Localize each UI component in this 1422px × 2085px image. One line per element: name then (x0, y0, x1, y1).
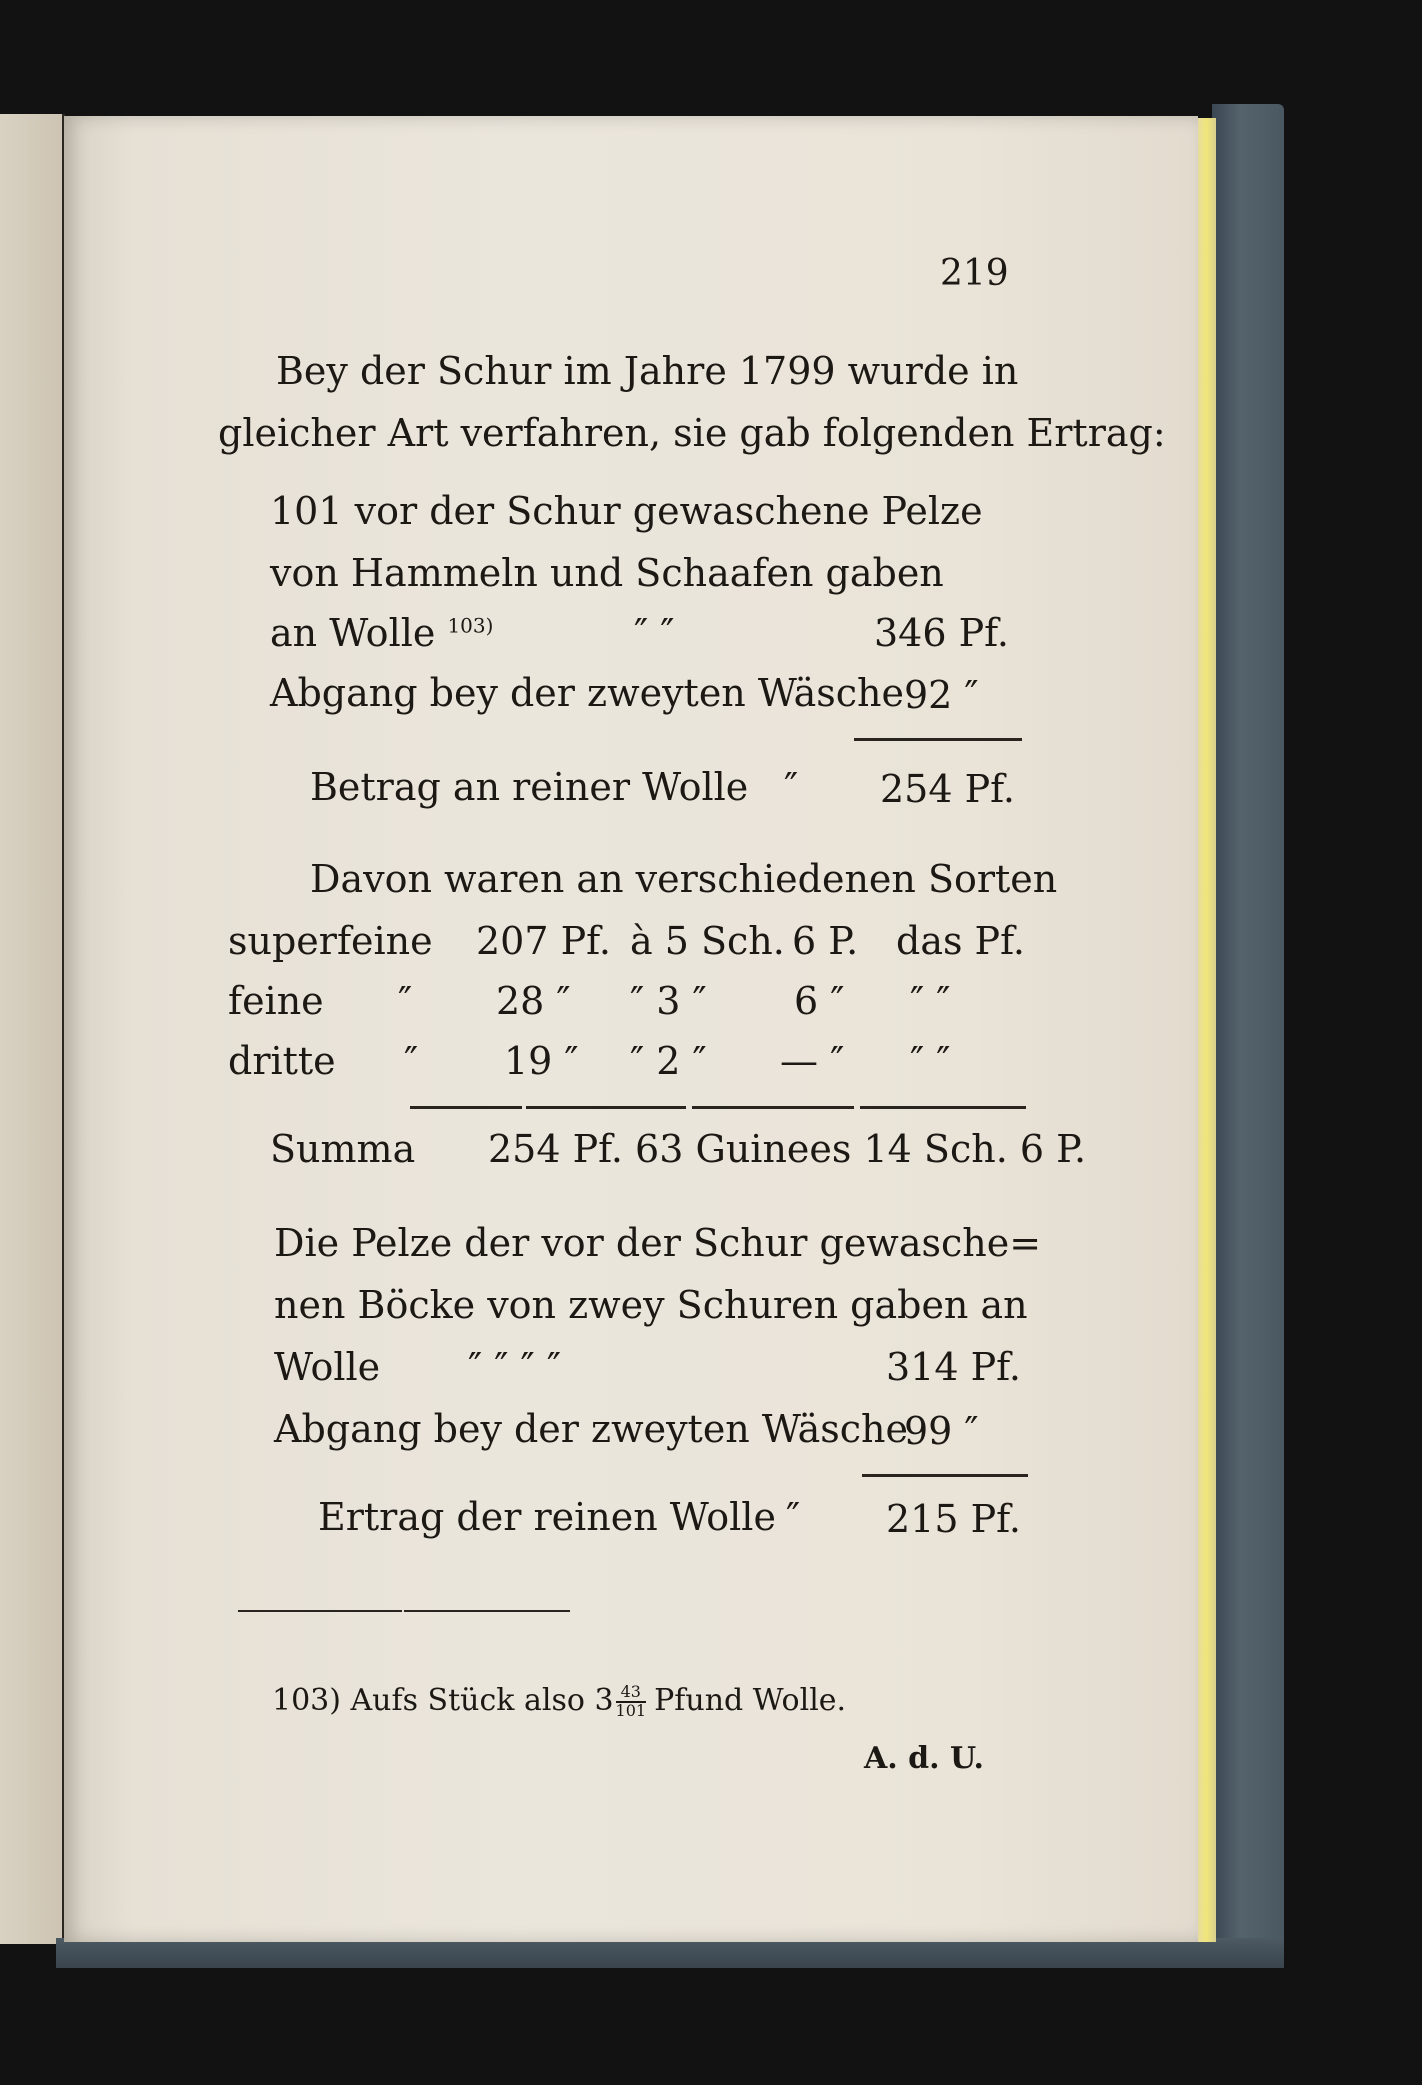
sec2-total-value: 215 Pf. (886, 1497, 1021, 1541)
sec1-total-ditto: ″ (784, 765, 799, 809)
page-gilt-edge (1196, 118, 1216, 1942)
sec2-line-4-value: 99 ″ (904, 1409, 979, 1453)
footnote-text-after: Pfund Wolle. (654, 1682, 847, 1718)
sec1-total-label: Betrag an reiner Wolle (310, 765, 749, 809)
summa-label: Summa (270, 1127, 416, 1171)
sort-row-3-c1: ″ (404, 1039, 419, 1083)
sec1-line-3-value: 346 Pf. (874, 611, 1009, 655)
footnote-rule-2 (404, 1610, 570, 1612)
sort-row-1-pence: 6 P. (792, 919, 859, 963)
sec1-total-value: 254 Pf. (880, 767, 1015, 811)
sec1-line-1: 101 vor der Schur gewaschene Pelze (270, 489, 983, 533)
book-cover-right (1212, 104, 1284, 1964)
sort-row-1-name: superfeine (228, 919, 433, 963)
footnote-fraction (616, 1684, 647, 1720)
sort-row-3-price: ″ 2 ″ (630, 1039, 707, 1083)
sec1-line-4: Abgang bey der zweyten Wäsche (270, 671, 905, 715)
sec1-line-3-text: an Wolle (270, 611, 436, 655)
sec2-line-4: Abgang bey der zweyten Wäsche (274, 1407, 909, 1451)
sorts-rule-1 (410, 1106, 522, 1109)
sort-row-3-name: dritte (228, 1039, 336, 1083)
sort-row-2-qty: 28 ″ (496, 979, 571, 1023)
previous-page-edge (0, 114, 65, 1944)
sec2-line-3-value: 314 Pf. (886, 1345, 1021, 1389)
sec2-line-3: Wolle (274, 1345, 381, 1389)
sort-row-1-tail: das Pf. (896, 919, 1025, 963)
sort-row-2-price: ″ 3 ″ (630, 979, 707, 1023)
sorts-rule-3 (692, 1106, 854, 1109)
footnote-ref: 103) (447, 613, 494, 638)
sort-row-2-name: feine (228, 979, 324, 1023)
sec1-line-3-ditto: ″ ″ (634, 611, 675, 655)
sec1-sum-rule (854, 738, 1022, 741)
sorts-rule-2 (526, 1106, 686, 1109)
fraction-denominator: 101 (615, 1700, 647, 1720)
sort-row-3-tail: ″ ″ (910, 1039, 951, 1083)
sec2-line-1: Die Pelze der vor der Schur gewasche= (274, 1221, 1042, 1265)
footnote-signature: A. d. U. (864, 1741, 984, 1776)
sec1-line-3 (270, 611, 494, 655)
sorts-heading: Davon waren an verschiedenen Sorten (310, 857, 1058, 901)
sort-row-2-pence: 6 ″ (794, 979, 845, 1023)
fraction-numerator: 43 (616, 1684, 647, 1703)
sec2-line-3-ditto: ″ ″ ″ ″ (468, 1345, 562, 1389)
sec2-line-2: nen Böcke von zwey Schuren gaben an (274, 1283, 1028, 1327)
book-page (64, 116, 1198, 1942)
sort-row-1-qty: 207 Pf. (476, 919, 611, 963)
sorts-rule-4 (860, 1106, 1026, 1109)
book-cover-bottom (56, 1938, 1284, 1968)
sec2-total-ditto: ″ (786, 1495, 801, 1539)
intro-line-1: Bey der Schur im Jahre 1799 wurde in (276, 349, 1019, 393)
sec2-sum-rule (862, 1474, 1028, 1477)
page-number: 219 (940, 253, 1009, 294)
sort-row-2-tail: ″ ″ (910, 979, 951, 1023)
summa-value: 254 Pf. 63 Guinees 14 Sch. 6 P. (488, 1127, 1087, 1171)
sort-row-2-c1: ″ (398, 979, 413, 1023)
footnote-rule-1 (238, 1610, 402, 1612)
sort-row-3-qty: 19 ″ (504, 1039, 579, 1083)
footnote (272, 1684, 846, 1720)
sec2-total-label: Ertrag der reinen Wolle (318, 1495, 776, 1539)
sort-row-3-pence: — ″ (780, 1039, 845, 1083)
sec1-line-4-value: 92 ″ (904, 673, 979, 717)
footnote-text-before: 103) Aufs Stück also 3 (272, 1682, 614, 1718)
intro-line-2: gleicher Art verfahren, sie gab folgenden Ertrag: (218, 411, 1166, 455)
sort-row-1-price: à 5 Sch. (630, 919, 785, 963)
sec1-line-2: von Hammeln und Schaafen gaben (270, 551, 944, 595)
